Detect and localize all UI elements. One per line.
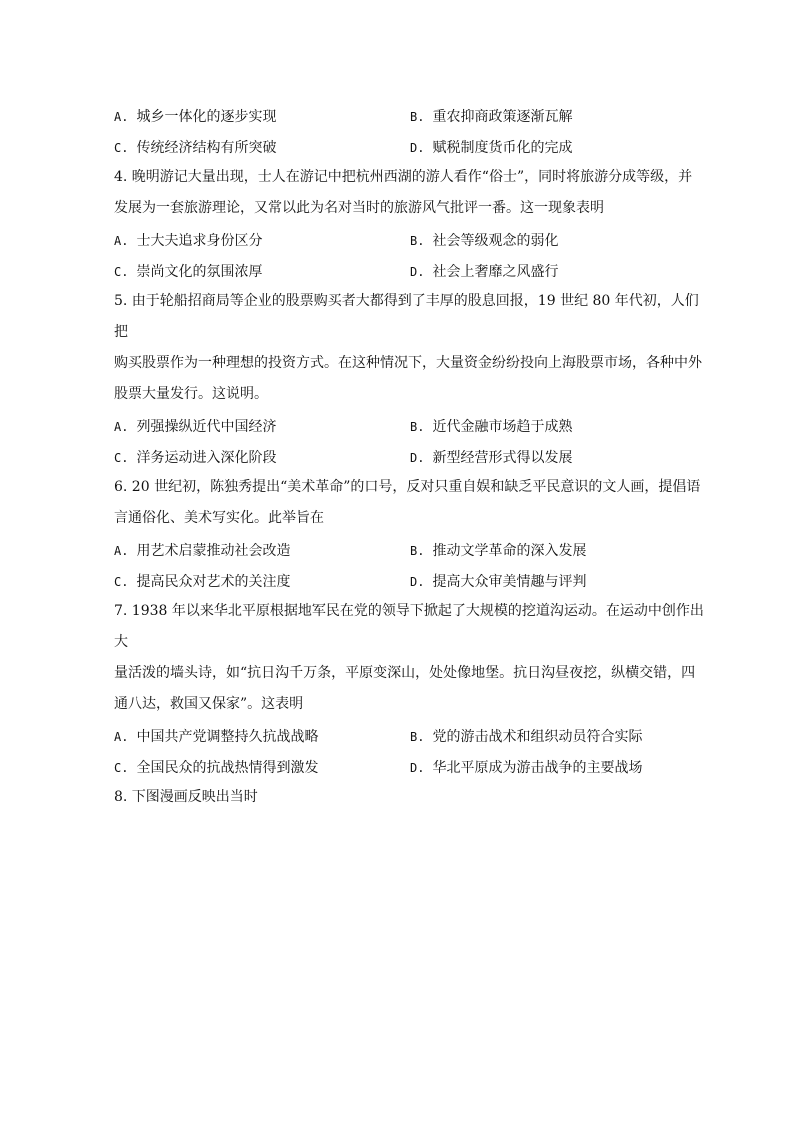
question-7-stem: 7. 1938 年以来华北平原根据地军民在党的领导下掀起了大规模的挖道沟运动。在运动中创作出大 量活泼的墙头诗，如“抗日沟千万条，平原变深山，处处像地堡。抗日沟昼夜挖，纵横交错，四 通八达，救国又保家”。这表明 <box>114 603 704 712</box>
option-c: C. 传统经济结构有所突破 <box>114 139 277 156</box>
option-row <box>114 410 706 441</box>
option-row <box>114 565 706 596</box>
option-d: D. 新型经营形式得以发展 <box>410 449 573 466</box>
option-d: D. 赋税制度货币化的完成 <box>410 139 573 156</box>
option-c: C. 全国民众的抗战热情得到激发 <box>114 759 319 776</box>
option-row <box>114 751 706 782</box>
option-c: C. 洋务运动进入深化阶段 <box>114 449 277 466</box>
question-4-stem: 4. 晚明游记大量出现，士人在游记中把杭州西湖的游人看作“俗士”，同时将旅游分成等级，并 发展为一套旅游理论，又常以此为名对当时的旅游风气批评一番。这一现象表明 <box>114 169 693 216</box>
option-b: B. 推动文学革命的深入发展 <box>410 542 587 559</box>
option-b: B. 重农抑商政策逐渐瓦解 <box>410 108 573 125</box>
option-d: D. 社会上奢靡之风盛行 <box>410 263 559 280</box>
option-row <box>114 441 706 472</box>
option-row <box>114 534 706 565</box>
option-a: A. 中国共产党调整持久抗战战略 <box>114 728 319 745</box>
option-row <box>114 224 706 255</box>
question-5-stem: 5. 由于轮船招商局等企业的股票购买者大都得到了丰厚的股息回报，19 世纪 80 年代初，人们把 购买股票作为一种理想的投资方式。在这种情况下，大量资金纷纷投向上海股票市场，各种中外 股票大量发行。这说明。 <box>114 293 702 402</box>
option-row <box>114 131 706 162</box>
option-d: D. 提高大众审美情趣与评判 <box>410 573 587 590</box>
option-row <box>114 720 706 751</box>
option-row <box>114 100 706 131</box>
option-d: D. 华北平原成为游击战争的主要战场 <box>410 759 643 776</box>
option-a: A. 列强操纵近代中国经济 <box>114 418 277 435</box>
question-8-stem: 8. 下图漫画反映出当时 <box>114 789 258 805</box>
option-a: A. 用艺术启蒙推动社会改造 <box>114 542 291 559</box>
option-a: A. 士大夫追求身份区分 <box>114 232 263 249</box>
option-b: B. 近代金融市场趋于成熟 <box>410 418 573 435</box>
question-6-stem: 6. 20 世纪初，陈独秀提出“美术革命”的口号，反对只重自娱和缺乏平民意识的文人画，提倡语 言通俗化、美术写实化。此举旨在 <box>114 479 701 526</box>
option-a: A. 城乡一体化的逐步实现 <box>114 108 277 125</box>
option-row <box>114 255 706 286</box>
option-b: B. 社会等级观念的弱化 <box>410 232 559 249</box>
option-b: B. 党的游击战术和组织动员符合实际 <box>410 728 643 745</box>
option-c: C. 提高民众对艺术的关注度 <box>114 573 291 590</box>
option-c: C. 崇尚文化的氛围浓厚 <box>114 263 263 280</box>
exam-page <box>114 100 706 813</box>
